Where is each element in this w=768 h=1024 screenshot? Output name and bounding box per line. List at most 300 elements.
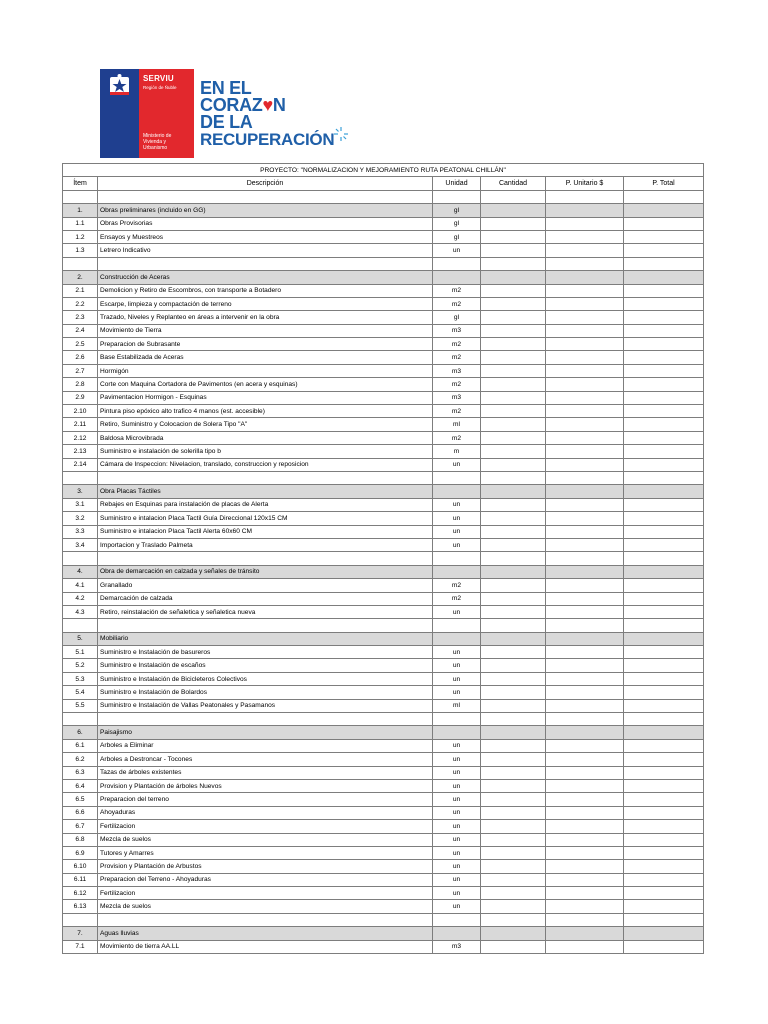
total-cell bbox=[624, 927, 704, 940]
description-cell: Suministro e intalacion Placa Tactil Guía Direccional 120x15 CM bbox=[98, 512, 433, 525]
blank-row bbox=[63, 913, 704, 926]
slogan-line-3: DE LA bbox=[200, 112, 253, 132]
total-cell bbox=[624, 405, 704, 418]
unit-cell: un bbox=[433, 806, 481, 819]
quantity-cell bbox=[481, 324, 546, 337]
unit-price-cell bbox=[546, 351, 624, 364]
table-row bbox=[63, 230, 704, 243]
description-cell: Ensayos y Muestreos bbox=[98, 230, 433, 243]
table-row bbox=[63, 364, 704, 377]
table-row bbox=[63, 338, 704, 351]
item-cell: 5. bbox=[63, 632, 98, 645]
header-item: Ítem bbox=[63, 177, 98, 190]
unit-cell bbox=[433, 632, 481, 645]
total-cell bbox=[624, 846, 704, 859]
total-cell bbox=[624, 311, 704, 324]
item-cell: 4.1 bbox=[63, 579, 98, 592]
table-row bbox=[63, 793, 704, 806]
table-row bbox=[63, 324, 704, 337]
unit-cell bbox=[433, 726, 481, 739]
blank-row bbox=[63, 713, 704, 726]
unit-price-cell bbox=[546, 753, 624, 766]
unit-cell: un bbox=[433, 860, 481, 873]
description-cell: Fertilizacion bbox=[98, 820, 433, 833]
item-cell: 3.4 bbox=[63, 538, 98, 551]
item-cell: 2.11 bbox=[63, 418, 98, 431]
item-cell: 1.1 bbox=[63, 217, 98, 230]
table-row bbox=[63, 900, 704, 913]
unit-price-cell bbox=[546, 458, 624, 471]
description-cell: Provision y Plantación de árboles Nuevos bbox=[98, 779, 433, 792]
total-cell bbox=[624, 244, 704, 257]
item-cell: 6.9 bbox=[63, 846, 98, 859]
quantity-cell bbox=[481, 378, 546, 391]
unit-price-cell bbox=[546, 739, 624, 752]
unit-price-cell bbox=[546, 485, 624, 498]
total-cell bbox=[624, 873, 704, 886]
section-row bbox=[63, 204, 704, 217]
total-cell bbox=[624, 592, 704, 605]
empty-cell bbox=[481, 913, 546, 926]
item-cell: 6.1 bbox=[63, 739, 98, 752]
item-cell: 2.2 bbox=[63, 297, 98, 310]
unit-price-cell bbox=[546, 364, 624, 377]
table-row bbox=[63, 445, 704, 458]
item-cell: 2.9 bbox=[63, 391, 98, 404]
item-cell: 2.1 bbox=[63, 284, 98, 297]
quantity-cell bbox=[481, 284, 546, 297]
unit-cell: m2 bbox=[433, 405, 481, 418]
empty-cell bbox=[481, 619, 546, 632]
total-cell bbox=[624, 887, 704, 900]
item-cell: 4.2 bbox=[63, 592, 98, 605]
total-cell bbox=[624, 632, 704, 645]
empty-cell bbox=[546, 471, 624, 484]
unit-cell: un bbox=[433, 820, 481, 833]
item-cell: 6. bbox=[63, 726, 98, 739]
unit-price-cell bbox=[546, 659, 624, 672]
logo-ministry: Ministerio de Vivienda y Urbanismo bbox=[143, 133, 172, 151]
empty-cell bbox=[481, 190, 546, 203]
unit-cell: un bbox=[433, 458, 481, 471]
quantity-cell bbox=[481, 297, 546, 310]
unit-cell: un bbox=[433, 753, 481, 766]
quantity-cell bbox=[481, 605, 546, 618]
unit-cell: un bbox=[433, 766, 481, 779]
unit-price-cell bbox=[546, 338, 624, 351]
table-row bbox=[63, 525, 704, 538]
description-cell: Hormigón bbox=[98, 364, 433, 377]
quantity-cell bbox=[481, 793, 546, 806]
table-row bbox=[63, 779, 704, 792]
total-cell bbox=[624, 445, 704, 458]
empty-cell bbox=[481, 471, 546, 484]
total-cell bbox=[624, 833, 704, 846]
total-cell bbox=[624, 793, 704, 806]
description-cell: Movimiento de tierra AA.LL bbox=[98, 940, 433, 953]
table-row bbox=[63, 806, 704, 819]
total-cell bbox=[624, 806, 704, 819]
unit-cell: un bbox=[433, 646, 481, 659]
total-cell bbox=[624, 217, 704, 230]
description-cell: Mobiliario bbox=[98, 632, 433, 645]
unit-price-cell bbox=[546, 779, 624, 792]
table-row bbox=[63, 217, 704, 230]
unit-cell: un bbox=[433, 605, 481, 618]
quantity-cell bbox=[481, 646, 546, 659]
total-cell bbox=[624, 860, 704, 873]
unit-price-cell bbox=[546, 927, 624, 940]
table-row bbox=[63, 860, 704, 873]
blank-row bbox=[63, 471, 704, 484]
empty-cell bbox=[546, 713, 624, 726]
item-cell: 3.2 bbox=[63, 512, 98, 525]
table-row bbox=[63, 820, 704, 833]
item-cell: 6.7 bbox=[63, 820, 98, 833]
item-cell: 2.8 bbox=[63, 378, 98, 391]
item-cell: 6.5 bbox=[63, 793, 98, 806]
quantity-cell bbox=[481, 512, 546, 525]
quantity-cell bbox=[481, 659, 546, 672]
table-row bbox=[63, 873, 704, 886]
blank-row bbox=[63, 552, 704, 565]
quantity-cell bbox=[481, 204, 546, 217]
total-cell bbox=[624, 338, 704, 351]
item-cell: 6.2 bbox=[63, 753, 98, 766]
quantity-cell bbox=[481, 498, 546, 511]
unit-price-cell bbox=[546, 391, 624, 404]
unit-cell: un bbox=[433, 779, 481, 792]
table-row bbox=[63, 940, 704, 953]
empty-cell bbox=[546, 190, 624, 203]
quantity-cell bbox=[481, 779, 546, 792]
unit-cell bbox=[433, 565, 481, 578]
empty-cell bbox=[546, 913, 624, 926]
empty-cell bbox=[98, 471, 433, 484]
coat-of-arms-icon bbox=[104, 73, 135, 101]
item-cell: 2.14 bbox=[63, 458, 98, 471]
item-cell: 6.3 bbox=[63, 766, 98, 779]
unit-price-cell bbox=[546, 579, 624, 592]
empty-cell bbox=[481, 552, 546, 565]
quantity-cell bbox=[481, 364, 546, 377]
description-cell: Escarpe, limpieza y compactación de terreno bbox=[98, 297, 433, 310]
unit-price-cell bbox=[546, 565, 624, 578]
table-row bbox=[63, 297, 704, 310]
unit-price-cell bbox=[546, 217, 624, 230]
quantity-cell bbox=[481, 766, 546, 779]
empty-cell bbox=[63, 619, 98, 632]
item-cell: 6.10 bbox=[63, 860, 98, 873]
unit-price-cell bbox=[546, 445, 624, 458]
item-cell: 2.6 bbox=[63, 351, 98, 364]
table-row bbox=[63, 605, 704, 618]
unit-cell: un bbox=[433, 900, 481, 913]
table-row bbox=[63, 846, 704, 859]
quantity-cell bbox=[481, 632, 546, 645]
total-cell bbox=[624, 512, 704, 525]
unit-cell: un bbox=[433, 244, 481, 257]
description-cell: Obras Provisorias bbox=[98, 217, 433, 230]
unit-price-cell bbox=[546, 833, 624, 846]
quantity-cell bbox=[481, 391, 546, 404]
total-cell bbox=[624, 271, 704, 284]
unit-price-cell bbox=[546, 405, 624, 418]
unit-price-cell bbox=[546, 860, 624, 873]
table-row bbox=[63, 887, 704, 900]
item-cell: 2.12 bbox=[63, 431, 98, 444]
unit-price-cell bbox=[546, 284, 624, 297]
description-cell: Obra Placas Táctiles bbox=[98, 485, 433, 498]
description-cell: Ahoyaduras bbox=[98, 806, 433, 819]
total-cell bbox=[624, 297, 704, 310]
description-cell: Letrero Indicativo bbox=[98, 244, 433, 257]
unit-price-cell bbox=[546, 793, 624, 806]
total-cell bbox=[624, 364, 704, 377]
item-cell: 5.3 bbox=[63, 672, 98, 685]
description-cell: Arboles a Eliminar bbox=[98, 739, 433, 752]
empty-cell bbox=[98, 713, 433, 726]
description-cell: Suministro e instalación de solerilla tipo b bbox=[98, 445, 433, 458]
empty-cell bbox=[98, 552, 433, 565]
description-cell: Rebajes en Esquinas para instalación de placas de Alerta bbox=[98, 498, 433, 511]
unit-cell: gl bbox=[433, 230, 481, 243]
description-cell: Tazas de árboles existentes bbox=[98, 766, 433, 779]
item-cell: 5.2 bbox=[63, 659, 98, 672]
unit-cell: m2 bbox=[433, 284, 481, 297]
description-cell: Pintura piso epóxico alto trafico 4 manos (est. accesible) bbox=[98, 405, 433, 418]
item-cell: 3.3 bbox=[63, 525, 98, 538]
unit-price-cell bbox=[546, 873, 624, 886]
header-description: Descripción bbox=[98, 177, 433, 190]
total-cell bbox=[624, 900, 704, 913]
unit-price-cell bbox=[546, 297, 624, 310]
empty-cell bbox=[624, 190, 704, 203]
quantity-cell bbox=[481, 311, 546, 324]
item-cell: 2. bbox=[63, 271, 98, 284]
unit-price-cell bbox=[546, 699, 624, 712]
quantity-cell bbox=[481, 940, 546, 953]
description-cell: Trazado, Niveles y Replanteo en áreas a intervenir en la obra bbox=[98, 311, 433, 324]
quantity-cell bbox=[481, 458, 546, 471]
description-cell: Suministro e Instalación de escaños bbox=[98, 659, 433, 672]
unit-cell: gl bbox=[433, 217, 481, 230]
quantity-cell bbox=[481, 592, 546, 605]
header-logos bbox=[0, 0, 768, 162]
blank-row bbox=[63, 619, 704, 632]
total-cell bbox=[624, 418, 704, 431]
quantity-cell bbox=[481, 887, 546, 900]
total-cell bbox=[624, 351, 704, 364]
unit-cell: gl bbox=[433, 204, 481, 217]
description-cell: Mezcla de suelos bbox=[98, 900, 433, 913]
total-cell bbox=[624, 579, 704, 592]
item-cell: 2.10 bbox=[63, 405, 98, 418]
unit-price-cell bbox=[546, 766, 624, 779]
unit-cell: un bbox=[433, 873, 481, 886]
table-row bbox=[63, 579, 704, 592]
table-row bbox=[63, 699, 704, 712]
unit-price-cell bbox=[546, 646, 624, 659]
table-row bbox=[63, 418, 704, 431]
table-row bbox=[63, 351, 704, 364]
description-cell: Retiro, reinstalación de señaletica y señaletica nueva bbox=[98, 605, 433, 618]
description-cell: Tutores y Amarres bbox=[98, 846, 433, 859]
heart-icon: ♥ bbox=[262, 95, 273, 115]
unit-cell: m2 bbox=[433, 579, 481, 592]
total-cell bbox=[624, 646, 704, 659]
description-cell: Movimiento de Tierra bbox=[98, 324, 433, 337]
empty-cell bbox=[624, 257, 704, 270]
unit-cell: un bbox=[433, 672, 481, 685]
unit-price-cell bbox=[546, 538, 624, 551]
item-cell: 4. bbox=[63, 565, 98, 578]
empty-cell bbox=[481, 257, 546, 270]
quantity-cell bbox=[481, 271, 546, 284]
quantity-cell bbox=[481, 820, 546, 833]
total-cell bbox=[624, 940, 704, 953]
item-cell: 4.3 bbox=[63, 605, 98, 618]
table-row bbox=[63, 833, 704, 846]
description-cell: Suministro e Instalación de Bicicleteros Colectivos bbox=[98, 672, 433, 685]
item-cell: 3.1 bbox=[63, 498, 98, 511]
table-row bbox=[63, 244, 704, 257]
unit-price-cell bbox=[546, 806, 624, 819]
description-cell: Construcción de Aceras bbox=[98, 271, 433, 284]
unit-price-cell bbox=[546, 498, 624, 511]
slogan-line-4: RECUPERACIÓN bbox=[200, 130, 335, 149]
total-cell bbox=[624, 739, 704, 752]
unit-cell: un bbox=[433, 659, 481, 672]
unit-price-cell bbox=[546, 378, 624, 391]
description-cell: Suministro e Instalación de basureros bbox=[98, 646, 433, 659]
unit-price-cell bbox=[546, 418, 624, 431]
total-cell bbox=[624, 284, 704, 297]
unit-price-cell bbox=[546, 244, 624, 257]
section-row bbox=[63, 632, 704, 645]
total-cell bbox=[624, 324, 704, 337]
total-cell bbox=[624, 538, 704, 551]
unit-cell: m bbox=[433, 445, 481, 458]
description-cell: Demarcación de calzada bbox=[98, 592, 433, 605]
quantity-cell bbox=[481, 579, 546, 592]
item-cell: 3. bbox=[63, 485, 98, 498]
description-cell: Corte con Maquina Cortadora de Pavimentos (en acera y esquinas) bbox=[98, 378, 433, 391]
quantity-cell bbox=[481, 927, 546, 940]
description-cell: Preparacion del Terreno - Ahoyaduras bbox=[98, 873, 433, 886]
unit-price-cell bbox=[546, 672, 624, 685]
table-row bbox=[63, 592, 704, 605]
blank-row bbox=[63, 257, 704, 270]
table-row bbox=[63, 672, 704, 685]
header-total: P. Total bbox=[624, 177, 704, 190]
quantity-cell bbox=[481, 900, 546, 913]
header-row bbox=[63, 177, 704, 190]
total-cell bbox=[624, 485, 704, 498]
unit-price-cell bbox=[546, 632, 624, 645]
total-cell bbox=[624, 753, 704, 766]
blank-row bbox=[63, 190, 704, 203]
budget-rows bbox=[63, 190, 704, 953]
empty-cell bbox=[624, 713, 704, 726]
description-cell: Suministro e Instalación de Bolardos bbox=[98, 686, 433, 699]
total-cell bbox=[624, 699, 704, 712]
total-cell bbox=[624, 672, 704, 685]
item-cell: 5.4 bbox=[63, 686, 98, 699]
table-row bbox=[63, 431, 704, 444]
empty-cell bbox=[98, 257, 433, 270]
unit-price-cell bbox=[546, 311, 624, 324]
description-cell: Fertilizacion bbox=[98, 887, 433, 900]
table-row bbox=[63, 498, 704, 511]
header-unit-price: P. Unitario $ bbox=[546, 177, 624, 190]
total-cell bbox=[624, 565, 704, 578]
table-row bbox=[63, 284, 704, 297]
item-cell: 6.12 bbox=[63, 887, 98, 900]
description-cell: Pavimentacion Hormigon - Esquinas bbox=[98, 391, 433, 404]
slogan-line-1: EN EL bbox=[200, 78, 252, 98]
description-cell: Cámara de Inspeccion: Nivelacion, translado, construccion y reposicion bbox=[98, 458, 433, 471]
unit-price-cell bbox=[546, 204, 624, 217]
unit-price-cell bbox=[546, 525, 624, 538]
item-cell: 6.4 bbox=[63, 779, 98, 792]
header-unit: Unidad bbox=[433, 177, 481, 190]
unit-cell: m3 bbox=[433, 364, 481, 377]
item-cell: 1. bbox=[63, 204, 98, 217]
item-cell: 2.3 bbox=[63, 311, 98, 324]
description-cell: Arboles a Destroncar - Tocones bbox=[98, 753, 433, 766]
quantity-cell bbox=[481, 565, 546, 578]
unit-cell: un bbox=[433, 887, 481, 900]
total-cell bbox=[624, 498, 704, 511]
unit-cell: un bbox=[433, 538, 481, 551]
empty-cell bbox=[63, 913, 98, 926]
unit-price-cell bbox=[546, 726, 624, 739]
unit-cell: gl bbox=[433, 311, 481, 324]
description-cell: Preparacion de Subrasante bbox=[98, 338, 433, 351]
item-cell: 5.1 bbox=[63, 646, 98, 659]
table-row bbox=[63, 739, 704, 752]
item-cell: 7.1 bbox=[63, 940, 98, 953]
quantity-cell bbox=[481, 860, 546, 873]
item-cell: 6.13 bbox=[63, 900, 98, 913]
quantity-cell bbox=[481, 338, 546, 351]
unit-cell: ml bbox=[433, 418, 481, 431]
unit-cell: un bbox=[433, 846, 481, 859]
header-quantity: Cantidad bbox=[481, 177, 546, 190]
description-cell: Importacion y Traslado Palmeta bbox=[98, 538, 433, 551]
quantity-cell bbox=[481, 405, 546, 418]
total-cell bbox=[624, 726, 704, 739]
unit-price-cell bbox=[546, 887, 624, 900]
empty-cell bbox=[98, 619, 433, 632]
unit-price-cell bbox=[546, 686, 624, 699]
unit-cell bbox=[433, 927, 481, 940]
item-cell: 5.5 bbox=[63, 699, 98, 712]
description-cell: Suministro e intalacion Placa Tactil Alerta 60x60 CM bbox=[98, 525, 433, 538]
table-row bbox=[63, 512, 704, 525]
description-cell: Obra de demarcación en calzada y señales de tránsito bbox=[98, 565, 433, 578]
empty-cell bbox=[481, 713, 546, 726]
section-row bbox=[63, 726, 704, 739]
quantity-cell bbox=[481, 739, 546, 752]
empty-cell bbox=[433, 619, 481, 632]
table-row bbox=[63, 659, 704, 672]
total-cell bbox=[624, 686, 704, 699]
table-row bbox=[63, 311, 704, 324]
total-cell bbox=[624, 820, 704, 833]
unit-cell: m2 bbox=[433, 378, 481, 391]
